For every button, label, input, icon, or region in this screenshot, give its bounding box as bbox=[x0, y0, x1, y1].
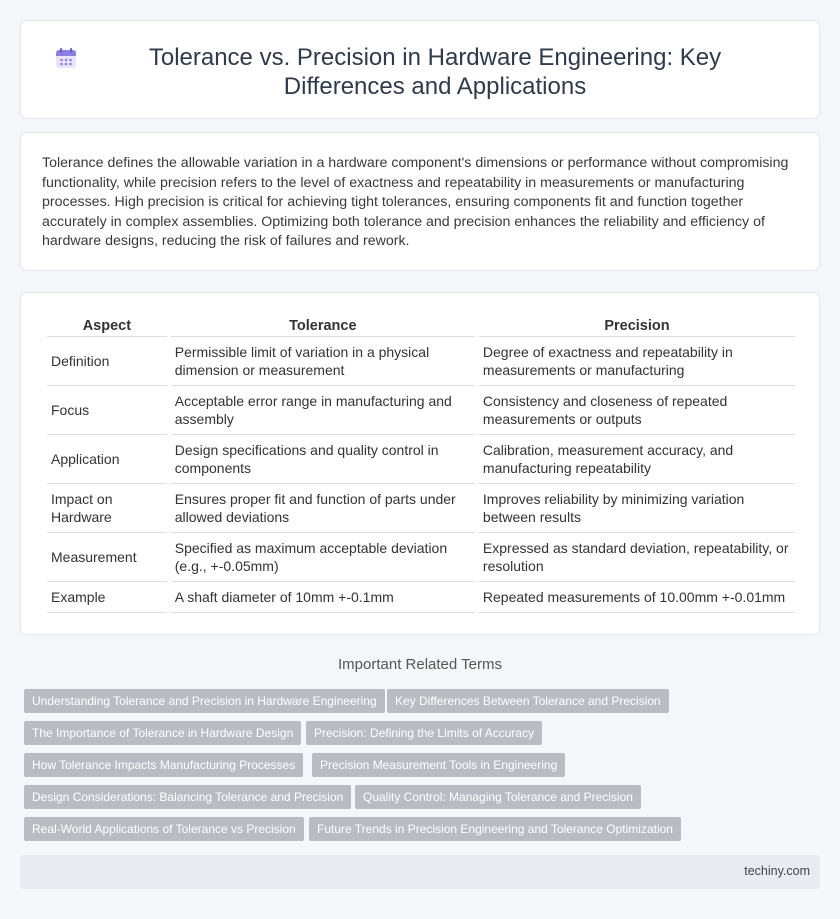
table-row bbox=[47, 435, 795, 484]
table-cell: Measurement bbox=[47, 533, 167, 582]
column-header: Tolerance bbox=[171, 315, 475, 337]
related-term-tag[interactable]: Quality Control: Managing Tolerance and Precision bbox=[355, 785, 641, 809]
related-term-tag[interactable]: Real-World Applications of Tolerance vs Precision bbox=[24, 817, 304, 841]
table-cell: Expressed as standard deviation, repeatability, or resolution bbox=[479, 533, 795, 582]
related-term-tag[interactable]: Precision Measurement Tools in Engineering bbox=[312, 753, 565, 777]
table-row bbox=[47, 337, 795, 386]
table-cell: Definition bbox=[47, 337, 167, 386]
table-cell: Consistency and closeness of repeated measurements or outputs bbox=[479, 386, 795, 435]
column-header: Aspect bbox=[47, 315, 167, 337]
table-cell: Example bbox=[47, 582, 167, 613]
table-row bbox=[47, 386, 795, 435]
table-cell: Repeated measurements of 10.00mm +-0.01mm bbox=[479, 582, 795, 613]
table-row bbox=[47, 484, 795, 533]
related-term-tag[interactable]: Design Considerations: Balancing Tolerance and Precision bbox=[24, 785, 351, 809]
table-cell: Design specifications and quality control in components bbox=[171, 435, 475, 484]
related-term-tag[interactable]: Precision: Defining the Limits of Accuracy bbox=[306, 721, 542, 745]
intro-paragraph: Tolerance defines the allowable variation in a hardware component's dimensions or performance without compromising functionality, while precision refers to the level of exactness and repeatability in measurements or manufacturing processes. High precision is critical for achieving tight tolerances, ensuring components fit and function together accurately in complex assemblies. Optimizing both tolerance and precision enhances the reliability and efficiency of hardware designs, reducing the risk of failures and rework. bbox=[42, 155, 789, 250]
table-header-row bbox=[47, 315, 795, 337]
table-cell: Application bbox=[47, 435, 167, 484]
table-cell: A shaft diameter of 10mm +-0.1mm bbox=[171, 582, 475, 613]
table-cell: Degree of exactness and repeatability in measurements or manufacturing bbox=[479, 337, 795, 386]
page-title: Tolerance vs. Precision in Hardware Engineering: Key Differences and Applications bbox=[148, 44, 722, 100]
table-row bbox=[47, 582, 795, 613]
table-cell: Permissible limit of variation in a physical dimension or measurement bbox=[171, 337, 475, 386]
footer bbox=[20, 855, 820, 889]
comparison-card bbox=[20, 292, 820, 635]
table-cell: Calibration, measurement accuracy, and manufacturing repeatability bbox=[479, 435, 795, 484]
related-terms-title: Important Related Terms bbox=[338, 656, 502, 673]
comparison-table bbox=[43, 315, 799, 613]
table-row bbox=[47, 533, 795, 582]
footer-site-name: techiny.com bbox=[744, 864, 810, 878]
table-cell: Impact on Hardware bbox=[47, 484, 167, 533]
table-cell: Focus bbox=[47, 386, 167, 435]
table-cell: Ensures proper fit and function of parts under allowed deviations bbox=[171, 484, 475, 533]
table-cell: Improves reliability by minimizing variation between results bbox=[479, 484, 795, 533]
related-term-tag[interactable]: The Importance of Tolerance in Hardware Design bbox=[24, 721, 301, 745]
related-term-tag[interactable]: How Tolerance Impacts Manufacturing Processes bbox=[24, 753, 303, 777]
table-cell: Acceptable error range in manufacturing and assembly bbox=[171, 386, 475, 435]
related-term-tag[interactable]: Key Differences Between Tolerance and Precision bbox=[387, 689, 669, 713]
header-card bbox=[20, 20, 820, 119]
related-term-tag[interactable]: Understanding Tolerance and Precision in Hardware Engineering bbox=[24, 689, 385, 713]
column-header: Precision bbox=[479, 315, 795, 337]
table-cell: Specified as maximum acceptable deviation (e.g., +-0.05mm) bbox=[171, 533, 475, 582]
related-term-tag[interactable]: Future Trends in Precision Engineering and Tolerance Optimization bbox=[309, 817, 681, 841]
intro-card bbox=[20, 132, 820, 271]
